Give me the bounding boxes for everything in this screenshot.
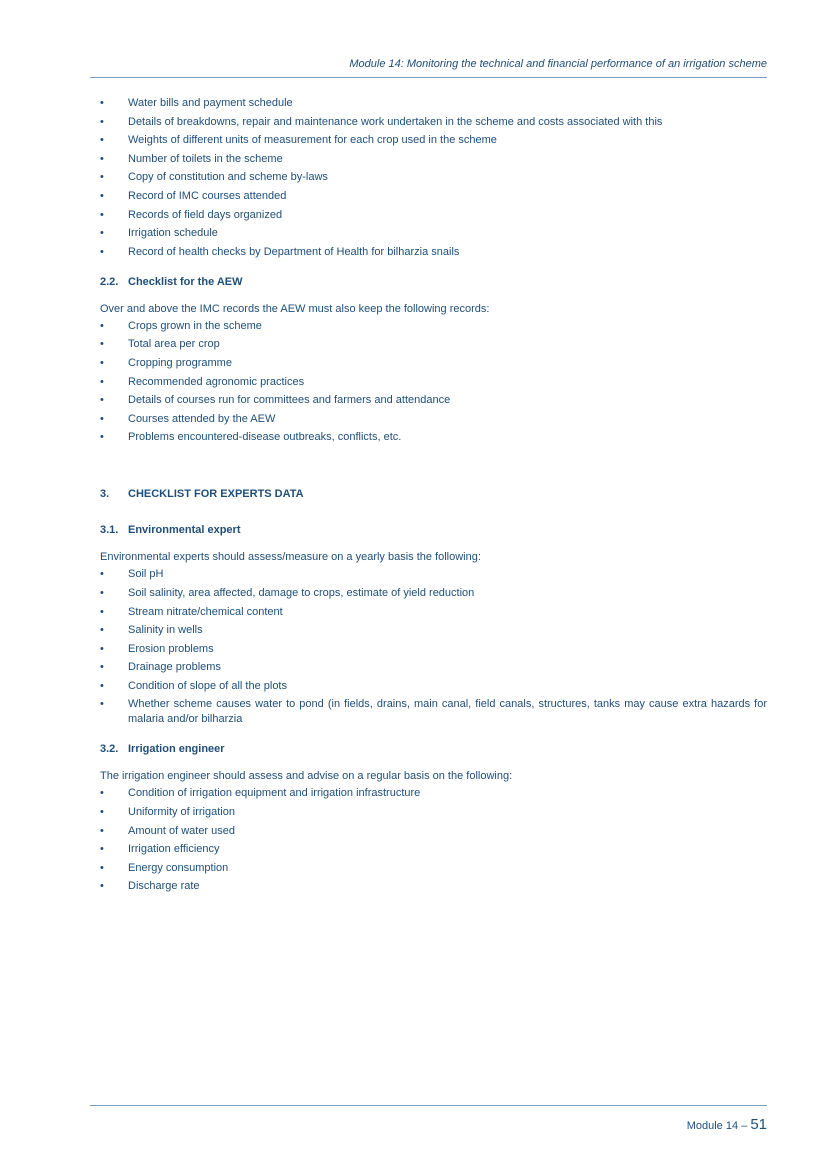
section-title: Irrigation engineer	[128, 743, 225, 756]
list-item-text: Irrigation efficiency	[128, 843, 220, 856]
bullet-icon: •	[100, 880, 104, 893]
list-item-text: Discharge rate	[128, 880, 200, 893]
footer-module-label: Module 14 –	[686, 1120, 748, 1132]
list-item	[100, 824, 767, 839]
list-item	[100, 375, 767, 390]
list-item	[100, 567, 767, 582]
list-item	[100, 623, 767, 638]
list-item	[100, 208, 767, 223]
bullet-icon: •	[100, 319, 104, 332]
list-item	[100, 337, 767, 352]
bullet-icon: •	[100, 661, 104, 674]
bullet-icon: •	[100, 624, 104, 637]
list-item-text: Uniformity of irrigation	[128, 806, 235, 819]
section-number: 3.2.	[100, 743, 119, 756]
section-heading-2-2	[100, 275, 767, 290]
bullet-icon: •	[100, 375, 104, 388]
section-intro: Environmental experts should assess/measure on a yearly basis the following:	[100, 551, 481, 564]
section-number: 3.	[100, 488, 110, 501]
list-item	[100, 430, 767, 445]
section-title: CHECKLIST FOR EXPERTS DATA	[128, 488, 304, 501]
list-item-text: Cropping programme	[128, 356, 232, 369]
environmental-list	[100, 567, 767, 727]
list-item-text: Problems encountered-disease outbreaks, conflicts, etc.	[128, 431, 402, 444]
list-item	[100, 356, 767, 371]
list-item-text: Whether scheme causes water to pond (in fields, drains, main canal, field canals, structures, tanks may cause extra hazards for malaria and/or bilharzia	[128, 698, 767, 726]
list-item-text: Recommended agronomic practices	[128, 375, 305, 388]
bullet-icon: •	[100, 189, 104, 202]
list-item-text: Record of IMC courses attended	[128, 189, 287, 202]
page-content	[100, 96, 767, 898]
section-intro: The irrigation engineer should assess and advise on a regular basis on the following:	[100, 770, 513, 783]
bullet-icon: •	[100, 152, 104, 165]
list-item	[100, 786, 767, 801]
bullet-icon: •	[100, 605, 104, 618]
list-item	[100, 660, 767, 675]
list-item-text: Details of courses run for committees and farmers and attendance	[128, 394, 451, 407]
section-title: Environmental expert	[128, 524, 241, 537]
bullet-icon: •	[100, 134, 104, 147]
bullet-icon: •	[100, 698, 104, 711]
header-rule	[90, 77, 767, 78]
bullet-icon: •	[100, 679, 104, 692]
list-item-text: Total area per crop	[128, 338, 220, 351]
list-item	[100, 605, 767, 620]
bullet-icon: •	[100, 412, 104, 425]
list-item-text: Irrigation schedule	[128, 227, 218, 240]
section-number: 3.1.	[100, 524, 119, 537]
list-item	[100, 805, 767, 820]
list-item	[100, 861, 767, 876]
running-header: Module 14: Monitoring the technical and financial performance of an irrigation scheme	[349, 58, 767, 70]
list-item-text: Records of field days organized	[128, 208, 283, 221]
page-number: 51	[750, 1116, 767, 1133]
section-heading-3-1	[100, 523, 767, 538]
list-item	[100, 393, 767, 408]
bullet-icon: •	[100, 356, 104, 369]
list-item-text: Stream nitrate/chemical content	[128, 605, 283, 618]
bullet-icon: •	[100, 338, 104, 351]
list-item-text: Condition of irrigation equipment and irrigation infrastructure	[128, 787, 421, 800]
list-item-text: Erosion problems	[128, 642, 214, 655]
bullet-icon: •	[100, 586, 104, 599]
list-item	[100, 679, 767, 694]
list-item-text: Energy consumption	[128, 861, 229, 874]
list-item	[100, 152, 767, 167]
list-item-text: Soil pH	[128, 568, 164, 581]
section-heading-3	[100, 487, 767, 502]
list-item-text: Soil salinity, area affected, damage to crops, estimate of yield reduction	[128, 586, 475, 599]
list-item	[100, 133, 767, 148]
list-item-text: Drainage problems	[128, 661, 221, 674]
list-item-text: Amount of water used	[128, 824, 236, 837]
bullet-icon: •	[100, 171, 104, 184]
section-intro: Over and above the IMC records the AEW must also keep the following records:	[100, 302, 490, 315]
list-item	[100, 319, 767, 334]
bullet-icon: •	[100, 843, 104, 856]
bullet-icon: •	[100, 861, 104, 874]
bullet-icon: •	[100, 115, 104, 128]
list-item-text: Salinity in wells	[128, 624, 203, 637]
section-title: Checklist for the AEW	[128, 275, 243, 288]
bullet-icon: •	[100, 787, 104, 800]
bullet-icon: •	[100, 227, 104, 240]
list-item	[100, 412, 767, 427]
list-item	[100, 842, 767, 857]
list-item-text: Weights of different units of measurement for each crop used in the scheme	[128, 134, 497, 147]
bullet-icon: •	[100, 431, 104, 444]
section-heading-3-2	[100, 742, 767, 757]
list-item	[100, 170, 767, 185]
list-item-text: Crops grown in the scheme	[128, 319, 262, 332]
list-item-text: Courses attended by the AEW	[128, 412, 276, 425]
page-footer	[687, 1116, 767, 1133]
list-item	[100, 879, 767, 894]
list-item-text: Record of health checks by Department of Health for bilharzia snails	[128, 245, 460, 258]
list-item	[100, 697, 767, 727]
list-item	[100, 115, 767, 130]
section-number: 2.2.	[100, 275, 119, 288]
list-item-text: Copy of constitution and scheme by-laws	[128, 171, 328, 184]
list-item	[100, 245, 767, 260]
bullet-icon: •	[100, 642, 104, 655]
list-item	[100, 586, 767, 601]
irrigation-engineer-list	[100, 786, 767, 894]
list-item	[100, 189, 767, 204]
bullet-icon: •	[100, 97, 104, 109]
bullet-icon: •	[100, 394, 104, 407]
bullet-icon: •	[100, 824, 104, 837]
intro-list	[100, 96, 767, 260]
list-item-text: Details of breakdowns, repair and maintenance work undertaken in the scheme and costs associated with this	[128, 115, 663, 128]
list-item	[100, 226, 767, 241]
bullet-icon: •	[100, 245, 104, 258]
list-item-text: Water bills and payment schedule	[128, 97, 293, 109]
aew-records-list	[100, 319, 767, 446]
list-item	[100, 96, 767, 111]
bullet-icon: •	[100, 208, 104, 221]
list-item-text: Number of toilets in the scheme	[128, 152, 283, 165]
footer-rule	[90, 1105, 767, 1106]
list-item	[100, 642, 767, 657]
bullet-icon: •	[100, 568, 104, 581]
bullet-icon: •	[100, 806, 104, 819]
list-item-text: Condition of slope of all the plots	[128, 679, 287, 692]
